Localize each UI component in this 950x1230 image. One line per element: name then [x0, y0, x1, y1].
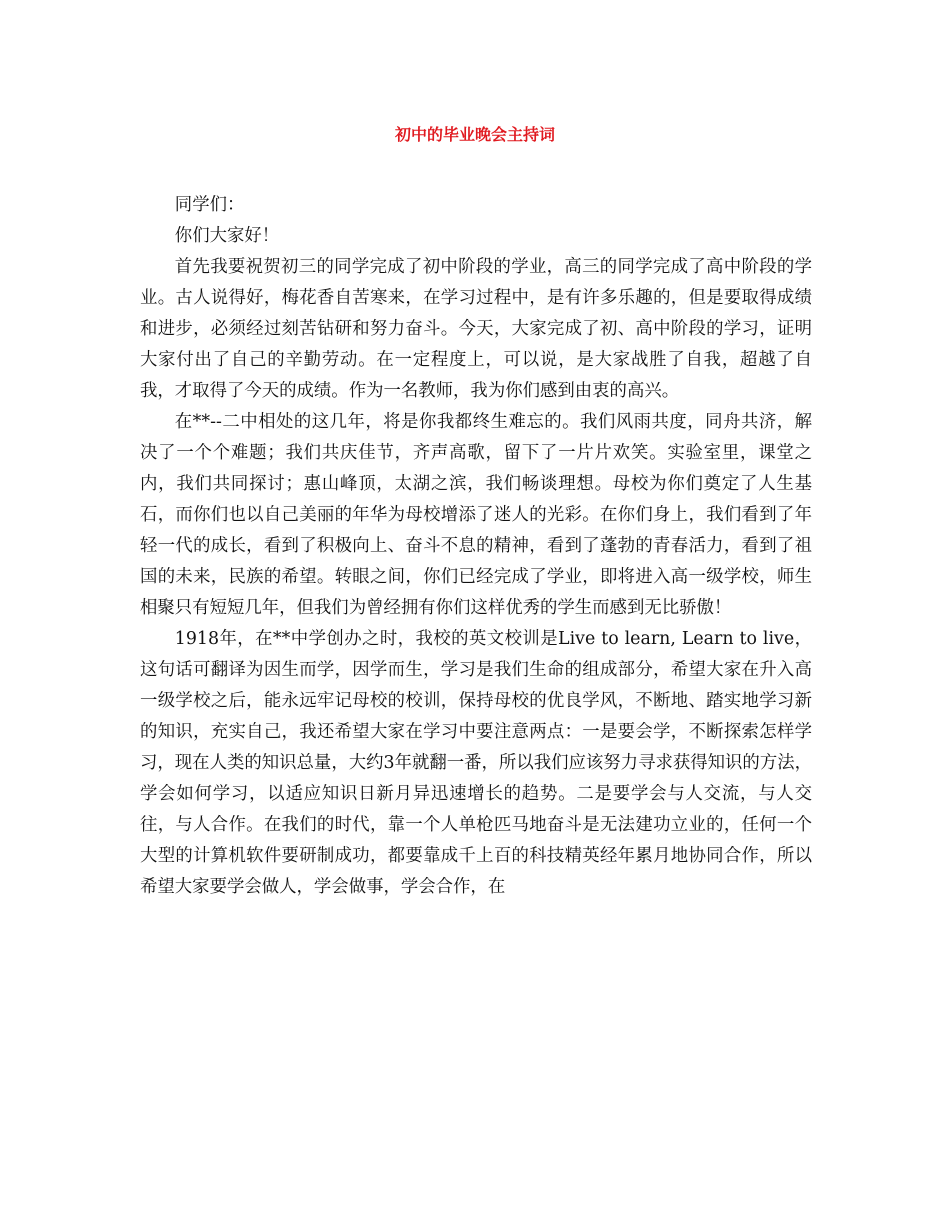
document-title: 初中的毕业晚会主持词 — [394, 125, 555, 144]
paragraph-school-motto: 1918年，在**中学创办之时，我校的英文校训是Live to learn, Learn to live，这句话可翻译为因生而学，因学而生，学习是我们生命的组成部分，希望大家在升入高一级学校之后，能永远牢记母校的校训，保持母校的优良学风，不断地、踏实地学习新的知识，充实自己，我还希望大家在学习中要注意两点：一是要会学，不断探索怎样学习，现在人类的知识总量，大约3年就翻一番，所以我们应该努力寻求获得知识的方法，学会如何学习，以适应知识日新月异迅速增长的趋势。二是要学会与人交流，与人交往，与人合作。在我们的时代，靠一个人单枪匹马地奋斗是无法建功立业的，任何一个大型的计算机软件要研制成功，都要靠成千上百的科技精英经年累月地协同合作，所以希望大家要学会做人，学会做事，学会合作，在 — [140, 629, 812, 897]
paragraph-school-years: 在**--二中相处的这几年，将是你我都终生难忘的。我们风雨共度，同舟共济，解决了一个个难题；我们共庆佳节，齐声高歌，留下了一片片欢笑。实验室里，课堂之内，我们共同探讨；惠山峰顶，太湖之滨，我们畅谈理想。母校为你们奠定了人生基石，而你们也以自己美丽的年华为母校增添了迷人的光彩。在你们身上，我们看到了年轻一代的成长，看到了积极向上、奋斗不息的精神，看到了蓬勃的青春活力，看到了祖国的未来，民族的希望。转眼之间，你们已经完成了学业，即将进入高一级学校，师生相聚只有短短几年，但我们为曾经拥有你们这样优秀的学生而感到无比骄傲！ — [140, 412, 812, 618]
document-body — [140, 190, 812, 903]
paragraph-congratulations: 首先我要祝贺初三的同学完成了初中阶段的学业，高三的同学完成了高中阶段的学业。古人说得好，梅花香自苦寒来，在学习过程中，是有许多乐趣的，但是要取得成绩和进步，必须经过刻苦钻研和努力奋斗。今天，大家完成了初、高中阶段的学习，证明大家付出了自己的辛勤劳动。在一定程度上，可以说，是大家战胜了自我，超越了自我，才取得了今天的成绩。作为一名教师，我为你们感到由衷的高兴。 — [140, 257, 812, 401]
paragraph-greeting: 同学们： — [174, 195, 245, 215]
paragraph-salutation: 你们大家好！ — [174, 226, 280, 246]
